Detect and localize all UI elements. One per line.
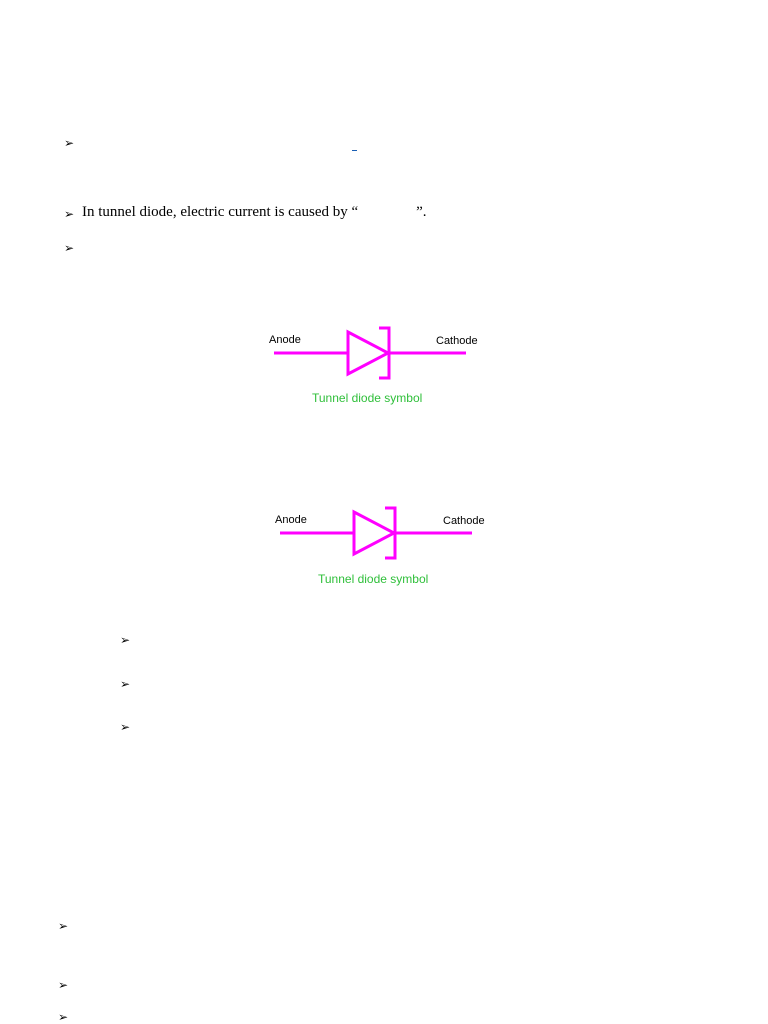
cathode-label: Cathode	[443, 515, 485, 527]
anode-label: Anode	[269, 334, 301, 346]
figure-caption: Tunnel diode symbol	[318, 572, 429, 586]
tunnel-diode-figure	[268, 506, 498, 596]
anode-label: Anode	[275, 514, 307, 526]
paragraph-text-after: ”.	[416, 204, 427, 220]
cathode-label: Cathode	[436, 335, 478, 347]
bullet-arrow-icon: ➢	[120, 720, 131, 734]
bullet-arrow-icon: ➢	[64, 136, 75, 150]
bullet-arrow-icon: ➢	[58, 978, 69, 992]
paragraph-tunnel-current	[82, 203, 427, 221]
bullet-arrow-icon: ➢	[64, 207, 75, 221]
bullet-arrow-icon: ➢	[120, 633, 131, 647]
bullet-arrow-icon: ➢	[58, 1010, 69, 1024]
link-underline[interactable]	[352, 150, 357, 151]
paragraph-text-before: In tunnel diode, electric current is caused by “	[82, 204, 359, 220]
bullet-arrow-icon: ➢	[58, 919, 69, 933]
tunnel-diode-figure	[262, 325, 492, 415]
figure-caption: Tunnel diode symbol	[312, 391, 423, 405]
bullet-arrow-icon: ➢	[64, 241, 75, 255]
bullet-arrow-icon: ➢	[120, 677, 131, 691]
